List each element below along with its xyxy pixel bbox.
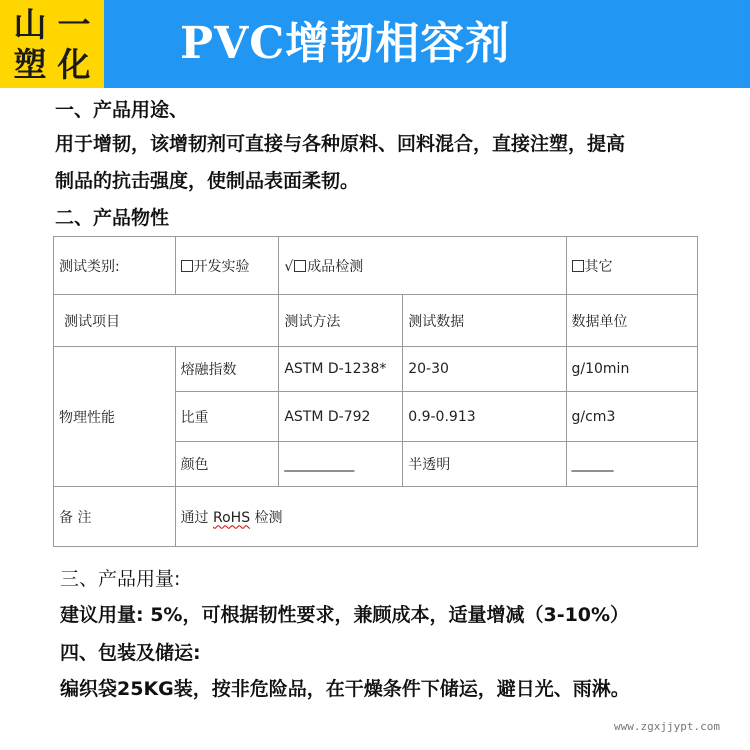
col-header-unit: 数据单位 <box>567 295 698 347</box>
remark-label: 备 注 <box>54 487 176 546</box>
property-name: 颜色 <box>176 442 280 487</box>
option-finished-product-test[interactable] <box>279 237 566 295</box>
property-data: 0.9-0.913 <box>403 392 566 442</box>
option-label: 其它 <box>584 258 613 275</box>
logo-char: 山 <box>13 4 47 44</box>
logo-char: 塑 <box>13 44 47 84</box>
remark-text: 检测 <box>250 509 283 526</box>
property-unit: g/cm3 <box>567 392 698 442</box>
test-category-label: 测试类别: <box>54 237 176 295</box>
logo-char: 化 <box>57 44 91 84</box>
checkbox-icon <box>181 260 193 272</box>
section-heading-dosage: 三、产品用量: <box>60 568 181 590</box>
table-header-row <box>54 295 697 347</box>
property-name: 熔融指数 <box>176 347 280 392</box>
dosage-line: 建议用量: 5%，可根据韧性要求，兼顾成本，适量增减（3-10%） <box>60 604 630 626</box>
property-method: ASTM D-1238* <box>279 347 403 392</box>
option-label: 开发实验 <box>193 258 250 275</box>
option-development-test[interactable] <box>176 237 280 295</box>
properties-table <box>53 236 698 547</box>
section-heading-usage: 一、产品用途、 <box>55 99 189 121</box>
col-header-method: 测试方法 <box>279 295 403 347</box>
option-other[interactable] <box>567 237 698 295</box>
property-method: __________ <box>279 442 403 487</box>
checkbox-icon <box>294 260 306 272</box>
section-heading-properties: 二、产品物性 <box>55 207 170 229</box>
header-banner <box>0 0 750 88</box>
checkbox-icon <box>572 260 584 272</box>
table-row <box>54 487 697 546</box>
checkmark-icon: √ <box>284 258 294 275</box>
company-logo <box>0 0 104 88</box>
property-unit: ______ <box>567 442 698 487</box>
product-title: PVC增韧相容剂 <box>180 18 511 69</box>
col-header-data: 测试数据 <box>403 295 566 347</box>
property-unit: g/10min <box>567 347 698 392</box>
usage-line-2: 制品的抗击强度，使制品表面柔韧。 <box>55 170 360 192</box>
option-label: 成品检测 <box>307 258 364 275</box>
property-data: 20-30 <box>403 347 566 392</box>
table-row <box>54 347 697 392</box>
watermark: www.zgxjjypt.com <box>614 720 720 733</box>
property-data: 半透明 <box>403 442 566 487</box>
usage-line-1: 用于增韧，该增韧剂可直接与各种原料、回料混合，直接注塑，提高 <box>55 133 626 155</box>
table-row <box>54 237 697 295</box>
group-label-physical: 物理性能 <box>54 347 176 487</box>
property-method: ASTM D-792 <box>279 392 403 442</box>
remark-value <box>176 487 697 546</box>
remark-rohs: RoHS <box>213 509 251 526</box>
packaging-line: 编织袋25KG装，按非危险品，在干燥条件下储运，避日光、雨淋。 <box>60 678 630 700</box>
col-header-item: 测试项目 <box>54 295 279 347</box>
logo-char: 一 <box>57 4 91 44</box>
property-name: 比重 <box>176 392 280 442</box>
section-heading-packaging: 四、包装及储运: <box>60 642 201 664</box>
remark-text: 通过 <box>180 509 214 526</box>
